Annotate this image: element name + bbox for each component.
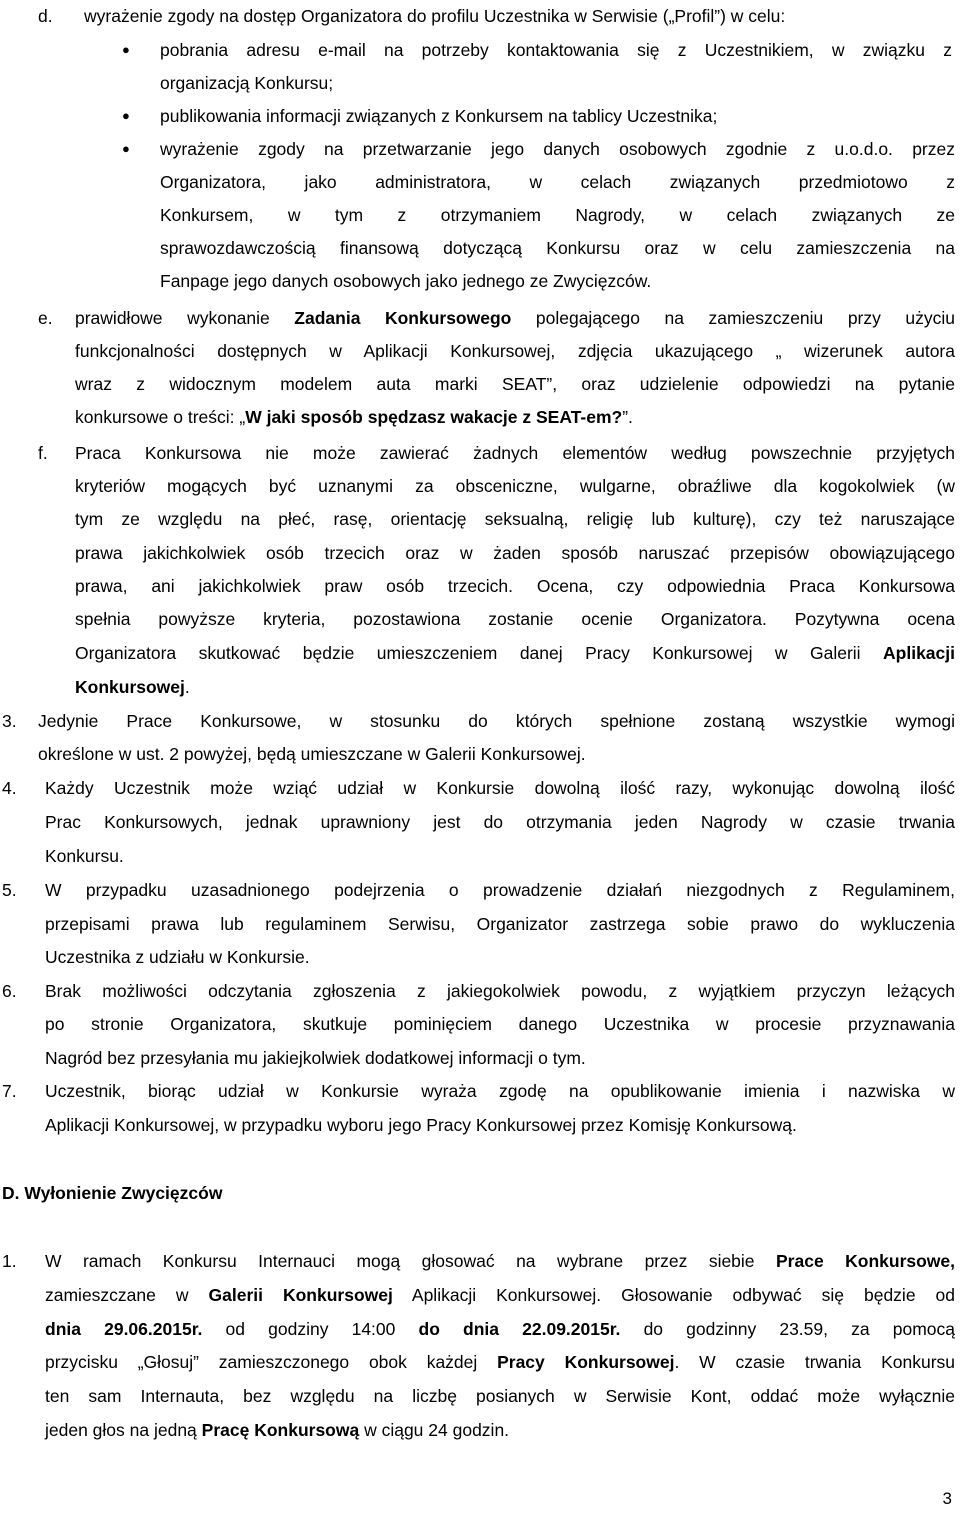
item-e-line-1: prawidłowe wykonanie Zadania Konkursowego polegającego na zamieszczeniu przy użyciu <box>75 308 955 328</box>
section-d-line-4: przycisku „Głosuj” zamieszczonego obok każdej Pracy Konkursowej. W czasie trwania Konkursu <box>45 1352 955 1372</box>
item-f-line-5: prawa, ani jakichkolwiek praw osób trzecich. Ocena, czy odpowiednia Praca Konkursowa <box>75 576 955 596</box>
item-e-label: e. <box>38 308 53 328</box>
bullet-icon: ● <box>122 42 130 57</box>
bullet-icon: ● <box>122 141 130 156</box>
item-f-line-4: prawa jakichkolwiek osób trzecich oraz w żaden sposób naruszać przepisów obowiązującego <box>75 543 955 563</box>
point-7-line-1: Uczestnik, biorąc udział w Konkursie wyraża zgodę na opublikowanie imienia i nazwiska w <box>45 1081 955 1101</box>
item-f-label: f. <box>38 443 48 463</box>
item-e-line-2: funkcjonalności dostępnych w Aplikacji Konkursowej, zdjęcia ukazującego „ wizerunek autora <box>75 341 955 361</box>
item-f-line-2: kryteriów mogących być uznanymi za obsceniczne, wulgarne, obraźliwe dla kogokolwiek (w <box>75 476 955 496</box>
point-5-line-3: Uczestnika z udziału w Konkursie. <box>45 947 310 967</box>
section-d-line-2: zamieszczane w Galerii Konkursowej Aplikacji Konkursowej. Głosowanie odbywać się będzie od <box>45 1285 955 1305</box>
section-d-line-1: W ramach Konkursu Internauci mogą głosować na wybrane przez siebie Prace Konkursowe, <box>45 1251 955 1271</box>
point-4-number: 4. <box>2 778 17 798</box>
bullet-1-line-1: pobrania adresu e-mail na potrzeby kontaktowania się z Uczestnikiem, w związku z <box>160 40 952 60</box>
point-3-number: 3. <box>2 711 17 731</box>
bullet-3-line-3: Konkursem, w tym z otrzymaniem Nagrody, w celach związanych ze <box>160 205 955 225</box>
point-5-line-1: W przypadku uzasadnionego podejrzenia o prowadzenie działań niezgodnych z Regulaminem, <box>45 880 955 900</box>
point-6-number: 6. <box>2 981 17 1001</box>
point-3-line-2: określone w ust. 2 powyżej, będą umieszczane w Galerii Konkursowej. <box>38 744 586 764</box>
point-5-line-2: przepisami prawa lub regulaminem Serwisu, Organizator zastrzega sobie prawo do wykluczenia <box>45 914 955 934</box>
point-5-number: 5. <box>2 880 17 900</box>
item-f-line-8: Konkursowej. <box>75 677 190 697</box>
bullet-2-line-1: publikowania informacji związanych z Konkursem na tablicy Uczestnika; <box>160 106 718 126</box>
bullet-1-line-2: organizacją Konkursu; <box>160 73 334 93</box>
item-e-line-3: wraz z widocznym modelem auta marki SEAT”, oraz udzielenie odpowiedzi na pytanie <box>75 374 955 394</box>
section-d-line-5: ten sam Internauta, bez względu na liczbę posianych w Serwisie Kont, oddać może wyłącznie <box>45 1386 955 1406</box>
section-d-point-1-number: 1. <box>2 1251 17 1271</box>
item-d-label: d. <box>38 6 53 26</box>
bullet-3-line-4: sprawozdawczością finansową dotyczącą Konkursu oraz w celu zamieszczenia na <box>160 238 955 258</box>
item-f-line-7: Organizatora skutkować będzie umieszczeniem danej Pracy Konkursowej w Galerii Aplikacji <box>75 643 955 663</box>
page-number: 3 <box>942 1489 952 1508</box>
section-d-line-6: jeden głos na jedną Pracę Konkursową w ciągu 24 godzin. <box>45 1420 510 1440</box>
section-heading: D. Wyłonienie Zwycięzców <box>2 1183 223 1203</box>
bullet-3-line-5: Fanpage jego danych osobowych jako jednego ze Zwycięzców. <box>160 271 652 291</box>
point-7-number: 7. <box>2 1081 17 1101</box>
bullet-3-line-2: Organizatora, jako administratora, w celach związanych przedmiotowo z <box>160 172 955 192</box>
point-4-line-2: Prac Konkursowych, jednak uprawniony jest do otrzymania jeden Nagrody w czasie trwania <box>45 812 955 832</box>
item-e-line-4: konkursowe o treści: „W jaki sposób spędzasz wakacje z SEAT-em?”. <box>75 407 633 427</box>
bullet-icon: ● <box>122 108 130 123</box>
item-f-line-3: tym ze względu na płeć, rasę, orientację seksualną, religię lub kulturę), czy też naruszające <box>75 509 955 529</box>
point-6-line-3: Nagród bez przesyłania mu jakiejkolwiek dodatkowej informacji o tym. <box>45 1048 586 1068</box>
point-3-line-1: Jedynie Prace Konkursowe, w stosunku do których spełnione zostaną wszystkie wymogi <box>38 711 955 731</box>
item-f-line-1: Praca Konkursowa nie może zawierać żadnych elementów według powszechnie przyjętych <box>75 443 955 463</box>
point-6-line-1: Brak możliwości odczytania zgłoszenia z jakiegokolwiek powodu, z wyjątkiem przyczyn leżących <box>45 981 955 1001</box>
point-4-line-1: Każdy Uczestnik może wziąć udział w Konkursie dowolną ilość razy, wykonując dowolną ilość <box>45 778 955 798</box>
point-6-line-2: po stronie Organizatora, skutkuje pominięciem danego Uczestnika w procesie przyznawania <box>45 1014 955 1034</box>
point-7-line-2: Aplikacji Konkursowej, w przypadku wyboru jego Pracy Konkursowej przez Komisję Konkursową. <box>45 1115 797 1135</box>
bullet-3-line-1: wyrażenie zgody na przetwarzanie jego danych osobowych zgodnie z u.o.d.o. przez <box>160 139 955 159</box>
point-4-line-3: Konkursu. <box>45 846 124 866</box>
section-d-line-3: dnia 29.06.2015r. od godziny 14:00 do dnia 22.09.2015r. do godzinny 23.59, za pomocą <box>45 1319 955 1339</box>
item-d-intro: wyrażenie zgody na dostęp Organizatora do profilu Uczestnika w Serwisie („Profil”) w celu: <box>84 6 786 26</box>
item-f-line-6: spełnia powyższe kryteria, pozostawiona zostanie ocenie Organizatora. Pozytywna ocena <box>75 609 955 629</box>
